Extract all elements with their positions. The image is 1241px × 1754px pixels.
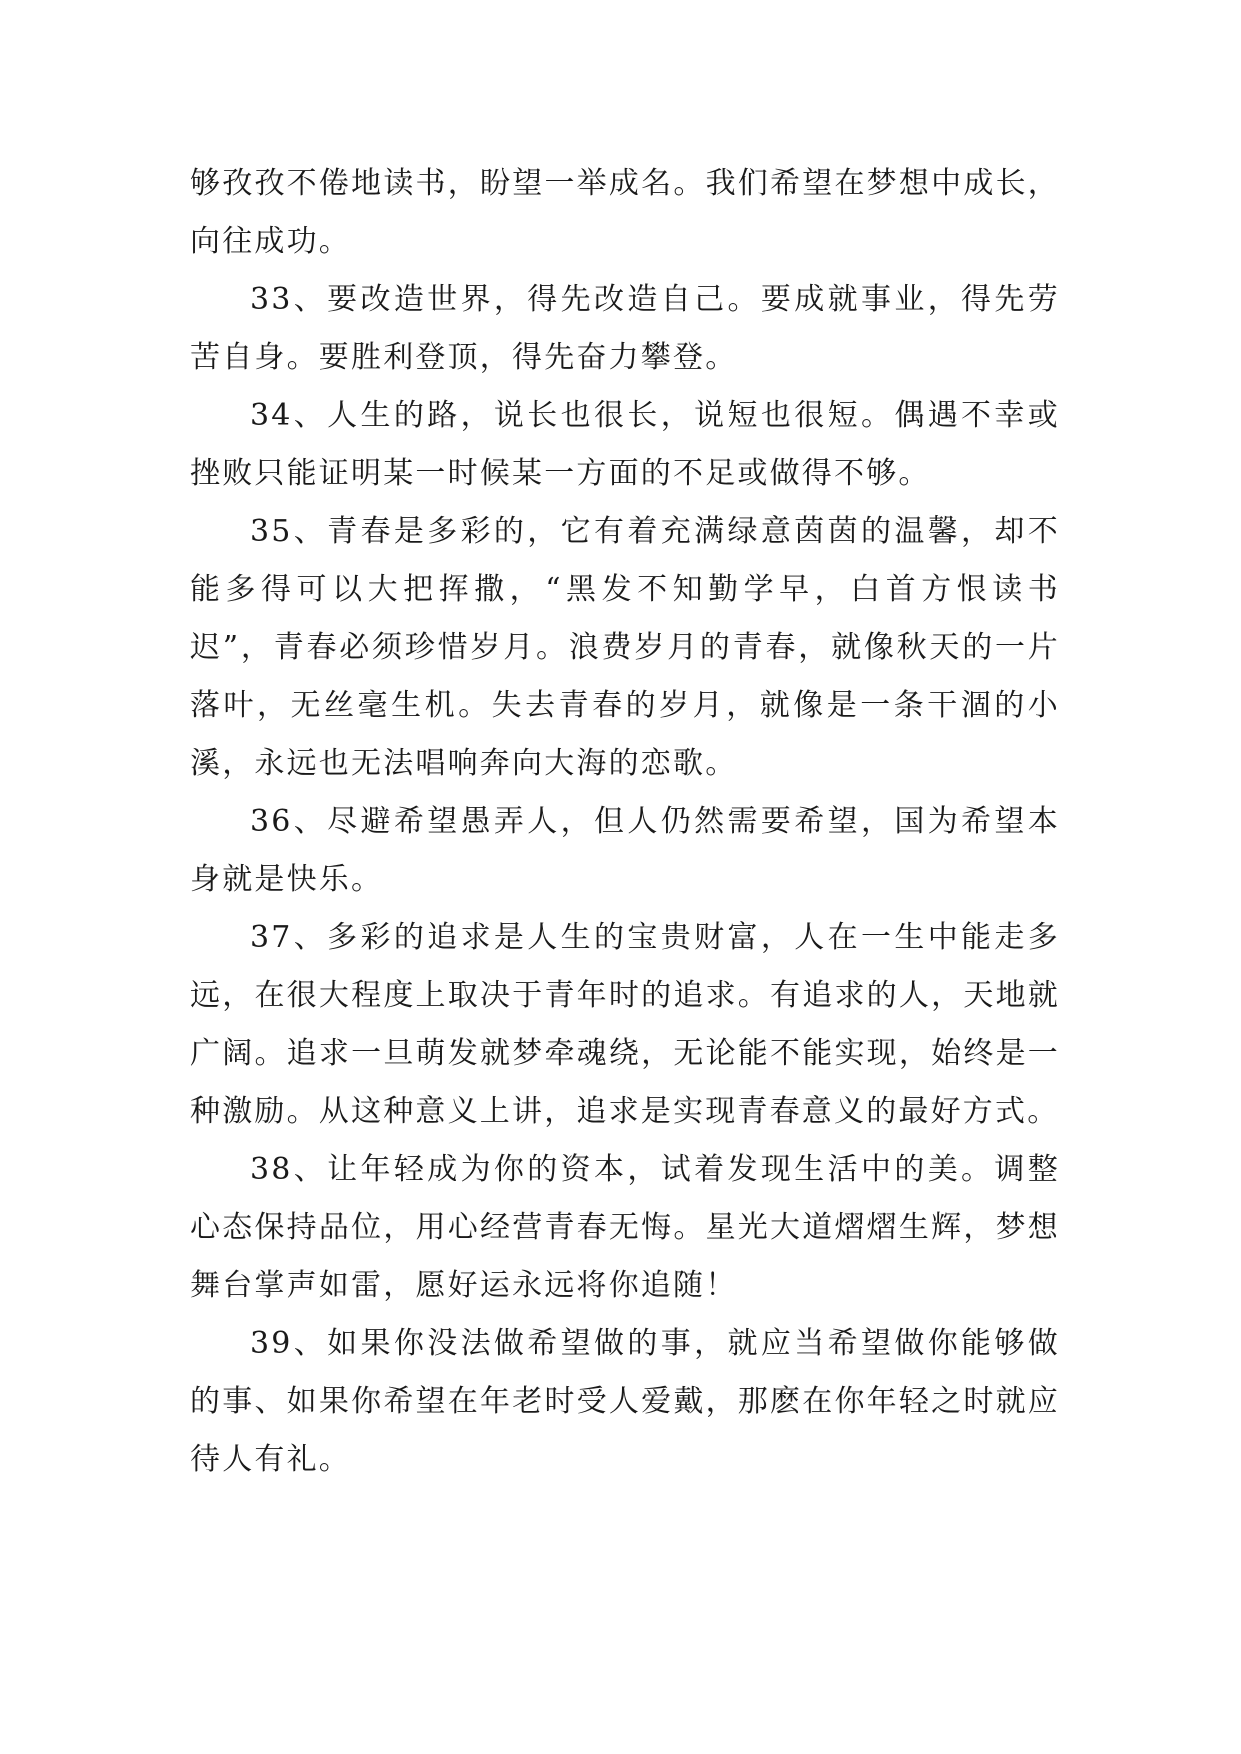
paragraph-35: 35、青春是多彩的，它有着充满绿意茵茵的温馨，却不能多得可以大把挥撒，“黑发不知勤学早，白首方恨读书迟”，青春必须珍惜岁月。浪费岁月的青春，就像秋天的一片落叶，无丝毫生机。失去青春的岁月，就像是一条干涸的小溪，永远也无法唱响奔向大海的恋歌。	[190, 514, 1060, 781]
paragraph-38: 38、让年轻成为你的资本，试着发现生活中的美。调整心态保持品位，用心经营青春无悔。星光大道熠熠生辉，梦想舞台掌声如雷，愿好运永远将你追随！	[190, 1152, 1060, 1303]
paragraph-34: 34、人生的路，说长也很长，说短也很短。偶遇不幸或挫败只能证明某一时候某一方面的不足或做得不够。	[190, 398, 1060, 491]
paragraph-36: 36、尽避希望愚弄人，但人仍然需要希望，国为希望本身就是快乐。	[190, 804, 1060, 897]
paragraph-continuation: 够孜孜不倦地读书，盼望一举成名。我们希望在梦想中成长，向往成功。	[190, 166, 1060, 259]
paragraph-37: 37、多彩的追求是人生的宝贵财富，人在一生中能走多远，在很大程度上取决于青年时的追求。有追求的人，天地就广阔。追求一旦萌发就梦牵魂绕，无论能不能实现，始终是一种激励。从这种意义上讲，追求是实现青春意义的最好方式。	[190, 920, 1060, 1129]
paragraph-39: 39、如果你没法做希望做的事，就应当希望做你能够做的事、如果你希望在年老时受人爱戴，那麽在你年轻之时就应待人有礼。	[190, 1326, 1060, 1477]
paragraph-33: 33、要改造世界，得先改造自己。要成就事业，得先劳苦自身。要胜利登顶，得先奋力攀登。	[190, 282, 1060, 375]
document-body	[190, 155, 1060, 1489]
